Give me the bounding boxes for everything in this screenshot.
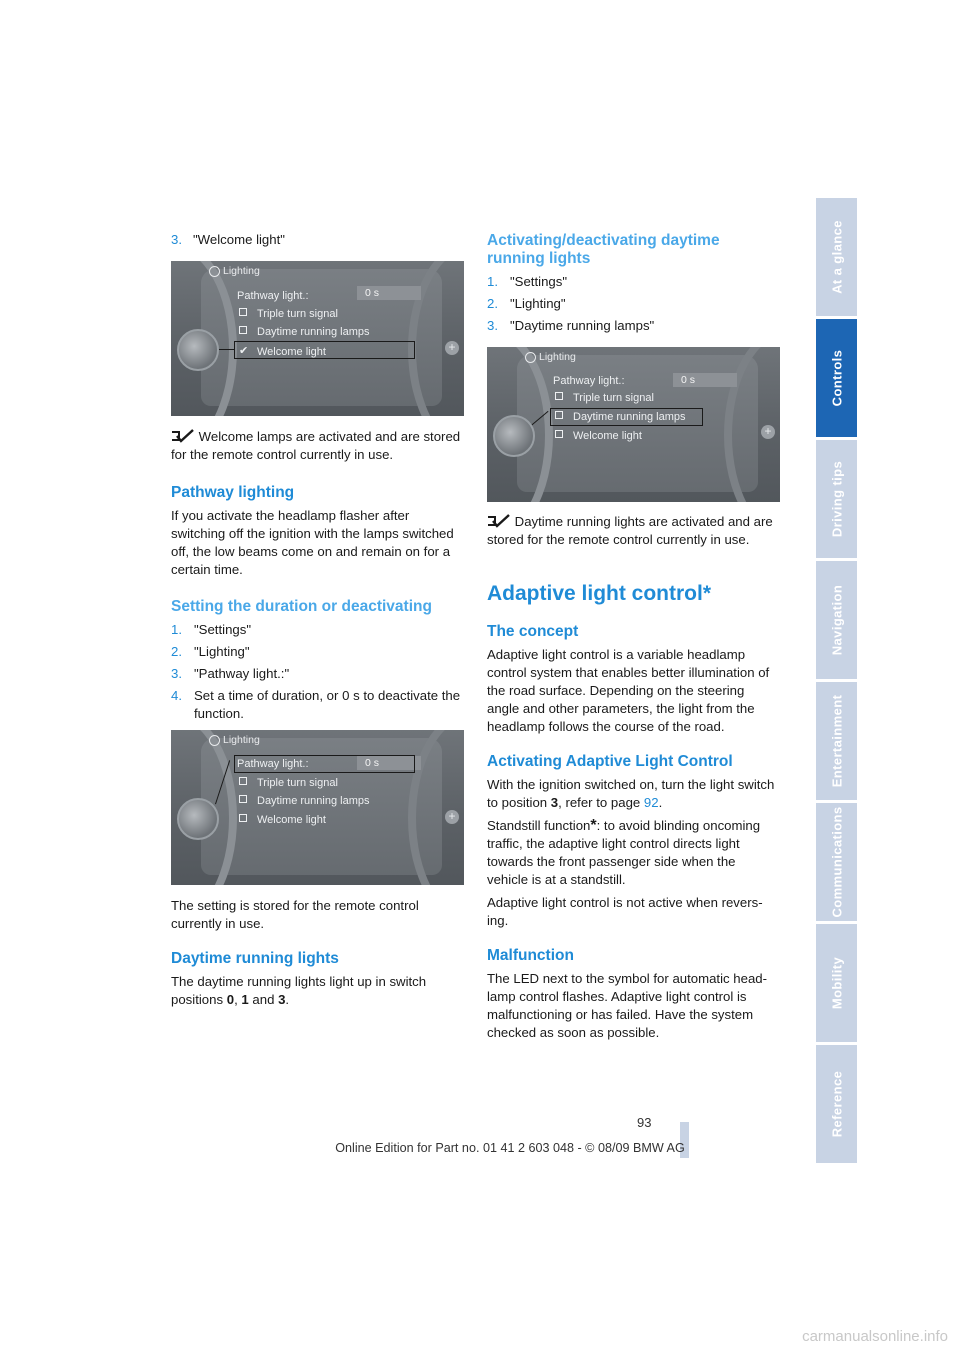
- settings-icon: [209, 735, 220, 746]
- leader-line: [219, 349, 235, 350]
- heading-adaptive-light-control: Adaptive light control*: [487, 582, 712, 605]
- option-triple: Triple turn signal: [239, 307, 338, 321]
- settings-icon: [525, 352, 536, 363]
- list-item: 1. "Settings": [487, 274, 568, 289]
- step-welcome-light: 3. "Welcome light": [171, 232, 285, 247]
- not-active-text: Adaptive light control is not active when revers-ing.: [487, 895, 763, 928]
- screen-title: Lighting: [539, 351, 576, 363]
- welcome-note: Welcome lamps are activated and are stored for the remote control currently in use.: [171, 429, 461, 462]
- highlight-box: [234, 341, 415, 359]
- checkbox-icon: [239, 308, 247, 316]
- option-welcome: ✔ Welcome light: [239, 345, 326, 358]
- tab-communications[interactable]: Communications: [816, 803, 857, 921]
- list-item: 4. Set a time of duration, or 0 s to deactivate the function.: [171, 688, 461, 721]
- pathway-value: 0 s: [357, 286, 421, 300]
- heading-the-concept: The concept: [487, 623, 579, 640]
- plus-icon: +: [445, 810, 459, 824]
- concept-text: Adaptive light control is a variable headlamp control system that enables better illumination of the road surface. Depending on the steering angle and other parameters, the light from the headlamp follows the course of the road.: [487, 647, 770, 734]
- screen-pathway-light: [171, 730, 464, 885]
- settings-icon: [209, 266, 220, 277]
- heading-daytime-running-lights: Daytime running lights: [171, 950, 339, 967]
- page-link[interactable]: 92: [643, 795, 659, 810]
- checkbox-icon: [239, 814, 247, 822]
- checkmark-icon: ✔: [239, 345, 249, 357]
- checkbox-icon: [555, 392, 563, 400]
- checkbox-icon: [239, 795, 247, 803]
- controller-knob-icon: [493, 415, 535, 457]
- page-number: 93: [637, 1115, 652, 1130]
- tab-reference[interactable]: Reference: [816, 1045, 857, 1163]
- screen-title: Lighting: [223, 734, 260, 746]
- pathway-label: Pathway light.:: [553, 375, 625, 387]
- list-item: 3. "Daytime running lamps": [487, 318, 655, 333]
- list-item: 3. "Pathway light.:": [171, 666, 290, 681]
- option-welcome: Welcome light: [555, 429, 642, 443]
- heading-activating-daytime: Activating/deactivating daytime running lights: [487, 232, 720, 267]
- footer-text: Online Edition for Part no. 01 41 2 603 048 - © 08/09 BMW AG: [335, 1141, 685, 1155]
- tab-at-a-glance[interactable]: At a glance: [816, 198, 857, 316]
- plus-icon: +: [761, 425, 775, 439]
- list-item: 1. "Settings": [171, 622, 252, 637]
- checkbox-icon: [239, 326, 247, 334]
- checkbox-icon: [239, 777, 247, 785]
- standstill-text: Standstill function*: to avoid blinding oncoming traffic, the adaptive light control directs light towards the front passenger side when the vehicle is at a standstill.: [487, 817, 761, 887]
- watermark: carmanualsonline.info: [802, 1328, 948, 1345]
- left-column: [171, 231, 465, 249]
- pathway-text: If you activate the headlamp flasher after switching off the ignition with the lamps switched off, the low beams come on and remain on for a certain time.: [171, 508, 454, 577]
- option-triple: Triple turn signal: [239, 776, 338, 790]
- daytime-steps: [487, 273, 780, 335]
- pathway-label: Pathway light.:: [237, 290, 309, 302]
- plus-icon: +: [445, 341, 459, 355]
- option-welcome: Welcome light: [239, 813, 326, 827]
- tab-controls[interactable]: Controls: [816, 319, 857, 437]
- highlight-box: [234, 755, 415, 773]
- pathway-label: Pathway light.:: [237, 758, 309, 770]
- tab-navigation[interactable]: Navigation: [816, 561, 857, 679]
- duration-steps: [171, 621, 465, 723]
- screen-daytime-running: [487, 347, 780, 502]
- check-icon: [171, 429, 195, 443]
- highlight-box: [550, 408, 703, 426]
- right-column: [487, 232, 780, 339]
- heading-malfunction: Malfunction: [487, 947, 574, 964]
- screen-title: Lighting: [223, 265, 260, 277]
- heading-activating-alc: Activating Adaptive Light Control: [487, 753, 733, 770]
- tab-mobility[interactable]: Mobility: [816, 924, 857, 1042]
- option-daytime: Daytime running lamps: [239, 794, 370, 808]
- list-item: 2. "Lighting": [171, 644, 250, 659]
- pathway-value: 0 s: [673, 373, 737, 387]
- asterisk-icon: *: [590, 817, 597, 834]
- controller-knob-icon: [177, 329, 219, 371]
- option-daytime: Daytime running lamps: [555, 410, 686, 424]
- chapter-tabs: [816, 198, 857, 1166]
- check-icon: [487, 514, 511, 528]
- tab-entertainment[interactable]: Entertainment: [816, 682, 857, 800]
- daytime-note: Daytime running lights are activated and are stored for the remote control currently in use.: [487, 514, 773, 547]
- option-triple: Triple turn signal: [555, 391, 654, 405]
- controller-knob-icon: [177, 798, 219, 840]
- pathway-value: 0 s: [357, 756, 421, 770]
- daytime-text: The daytime running lights light up in switch positions 0, 1 and 3.: [171, 974, 427, 1007]
- activating-alc-text: With the ignition switched on, turn the light switch to position 3, refer to page 92.: [487, 777, 775, 810]
- setting-stored-text: The setting is stored for the remote control currently in use.: [171, 898, 419, 931]
- list-item: 2. "Lighting": [487, 296, 566, 311]
- malfunction-text: The LED next to the symbol for automatic head-lamp control flashes. Adaptive light control is malfunctioning or has failed. Have the system checked as soon as possible.: [487, 971, 768, 1040]
- heading-pathway-lighting: Pathway lighting: [171, 484, 295, 501]
- tab-driving-tips[interactable]: Driving tips: [816, 440, 857, 558]
- screen-welcome-light: [171, 261, 464, 416]
- checkbox-icon: [555, 430, 563, 438]
- heading-setting-duration: Setting the duration or deactivating: [171, 598, 432, 615]
- option-daytime: Daytime running lamps: [239, 325, 370, 339]
